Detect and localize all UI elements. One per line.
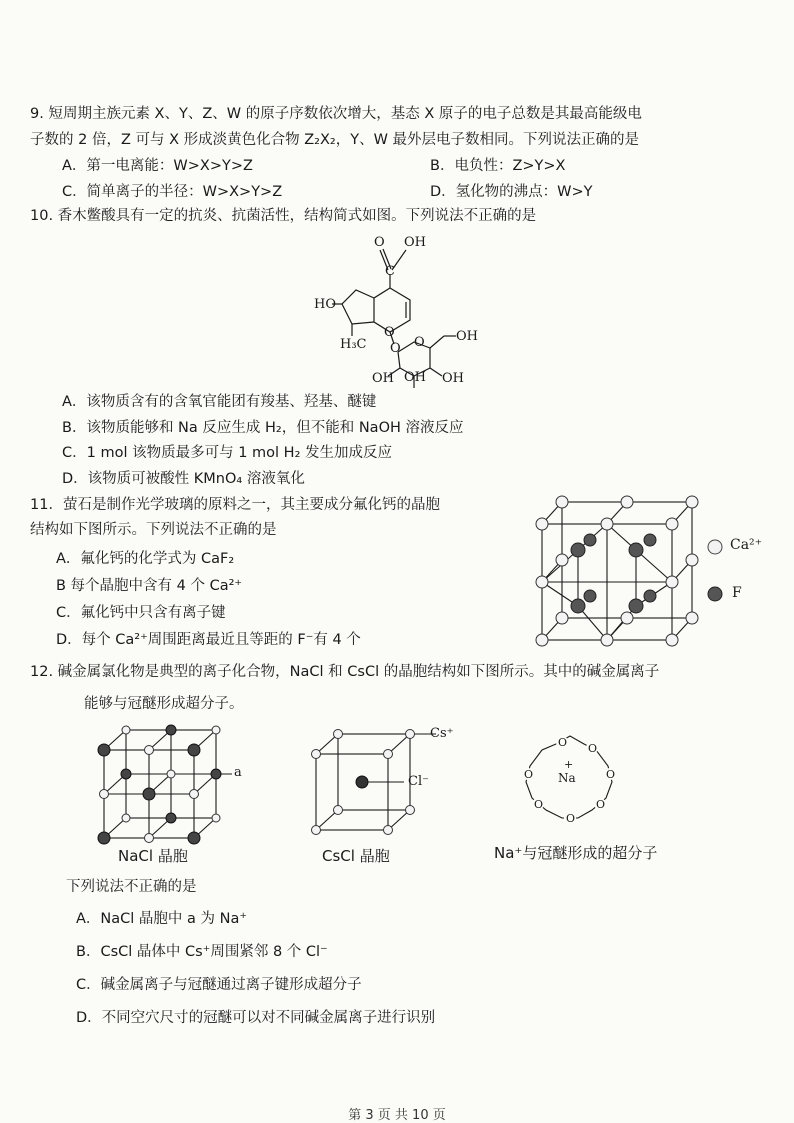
page-footer: 第 3 页 共 10 页: [348, 1108, 446, 1123]
q9-stem-line2: 子数的 2 倍，Z 可与 X 形成淡黄色化合物 Z₂X₂，Y、W 最外层电子数相同。下列说法正确的是: [30, 132, 640, 148]
q10-stem: 10. 香木鳖酸具有一定的抗炎、抗菌活性，结构简式如图。下列说法不正确的是: [30, 208, 537, 224]
q10-option-d: D．该物质可被酸性 KMnO₄ 溶液氧化: [62, 471, 305, 487]
q11-option-c: C．氟化钙中只含有离子键: [56, 605, 226, 621]
q12-cscl-caption: CsCl 晶胞: [322, 847, 390, 865]
q10-option-b: B．该物质能够和 Na 反应生成 H₂，但不能和 NaOH 溶液反应: [62, 420, 464, 436]
q10-option-c: C．1 mol 该物质最多可与 1 mol H₂ 发生加成反应: [62, 445, 392, 461]
q9-option-d: D．氢化物的沸点：W>Y: [430, 184, 593, 200]
q10-label-oh-1: OH: [456, 329, 478, 344]
q10-option-a: A．该物质含有的含氧官能团有羧基、羟基、醚键: [62, 394, 377, 410]
q9-option-a: A．第一电离能：W>X>Y>Z: [62, 158, 253, 174]
q12-nacl-label-a: a: [234, 765, 242, 780]
q12-option-c: C．碱金属离子与冠醚通过离子键形成超分子: [76, 977, 362, 993]
q12-crown-o-7: O: [524, 768, 534, 781]
q10-label-h3c: H₃C: [340, 337, 367, 352]
q12-crown-o-1: O: [558, 736, 568, 749]
q12-crown-o-4: O: [596, 798, 606, 811]
q11-legend-f-label: F: [732, 585, 742, 601]
q10-label-oh-acid: OH: [404, 235, 426, 250]
q10-label-o-link: O: [390, 341, 401, 356]
q12-nacl-caption: NaCl 晶胞: [118, 847, 188, 865]
q10-label-oh-2: OH: [442, 371, 464, 386]
q12-crown-caption: Na⁺与冠醚形成的超分子: [494, 844, 658, 862]
q12-crown-o-3: O: [606, 768, 616, 781]
q12-cscl-label-cs: Cs⁺: [430, 726, 454, 741]
q11-option-d: D．每个 Ca²⁺周围距离最近且等距的 F⁻有 4 个: [56, 632, 361, 648]
q12-crown-o-6: O: [534, 798, 544, 811]
q12-crown-ether-diagram: [516, 730, 626, 830]
q10-structure-diagram: [314, 228, 488, 388]
q9-stem-line1: 9. 短周期主族元素 X、Y、Z、W 的原子序数依次增大，基态 X 原子的电子总数是其最高能级电: [30, 106, 642, 122]
q11-stem-line1: 11．萤石是制作光学玻璃的原料之一，其主要成分氟化钙的晶胞: [30, 497, 440, 513]
q12-ask: 下列说法不正确的是: [66, 879, 197, 895]
q10-label-c: C: [385, 264, 395, 279]
q11-fluorite-cell-diagram: [528, 492, 708, 652]
q12-crown-plus: +: [564, 758, 574, 771]
q10-label-ho: HO: [314, 297, 336, 312]
q12-crown-o-5: O: [566, 812, 576, 825]
q11-option-b: B 每个晶胞中含有 4 个 Ca²⁺: [56, 578, 243, 594]
q11-legend-ca-icon: [706, 538, 724, 556]
q12-option-b: B．CsCl 晶体中 Cs⁺周围紧邻 8 个 Cl⁻: [76, 944, 328, 960]
q11-stem-line2: 结构如下图所示。下列说法不正确的是: [30, 522, 277, 538]
q12-crown-na: Na: [558, 771, 576, 785]
q12-stem-line2: 能够与冠醚形成超分子。: [84, 696, 244, 712]
q12-cscl-cell-diagram: [308, 724, 458, 840]
q10-label-oh-4: OH: [372, 371, 394, 386]
q11-option-a: A．氟化钙的化学式为 CaF₂: [56, 551, 235, 567]
q11-legend-ca-label: Ca²⁺: [730, 537, 763, 553]
q10-label-o: O: [374, 235, 385, 250]
q12-crown-o-2: O: [588, 742, 598, 755]
q9-option-b: B．电负性：Z>Y>X: [430, 158, 566, 174]
q12-nacl-cell-diagram: [96, 724, 246, 844]
q10-label-oh-bottom: OH: [404, 370, 426, 385]
q10-label-o-ring: O: [384, 325, 395, 340]
q9-option-c: C．简单离子的半径：W>X>Y>Z: [62, 184, 283, 200]
q11-legend-f-icon: [706, 585, 724, 603]
q12-cscl-label-cl: Cl⁻: [408, 774, 429, 789]
q10-label-o-sugar: O: [414, 335, 425, 350]
q12-option-d: D．不同空穴尺寸的冠醚可以对不同碱金属离子进行识别: [76, 1010, 436, 1026]
q12-option-a: A．NaCl 晶胞中 a 为 Na⁺: [76, 911, 248, 927]
q12-stem-line1: 12. 碱金属氯化物是典型的离子化合物，NaCl 和 CsCl 的晶胞结构如下图所示。其中的碱金属离子: [30, 664, 660, 680]
